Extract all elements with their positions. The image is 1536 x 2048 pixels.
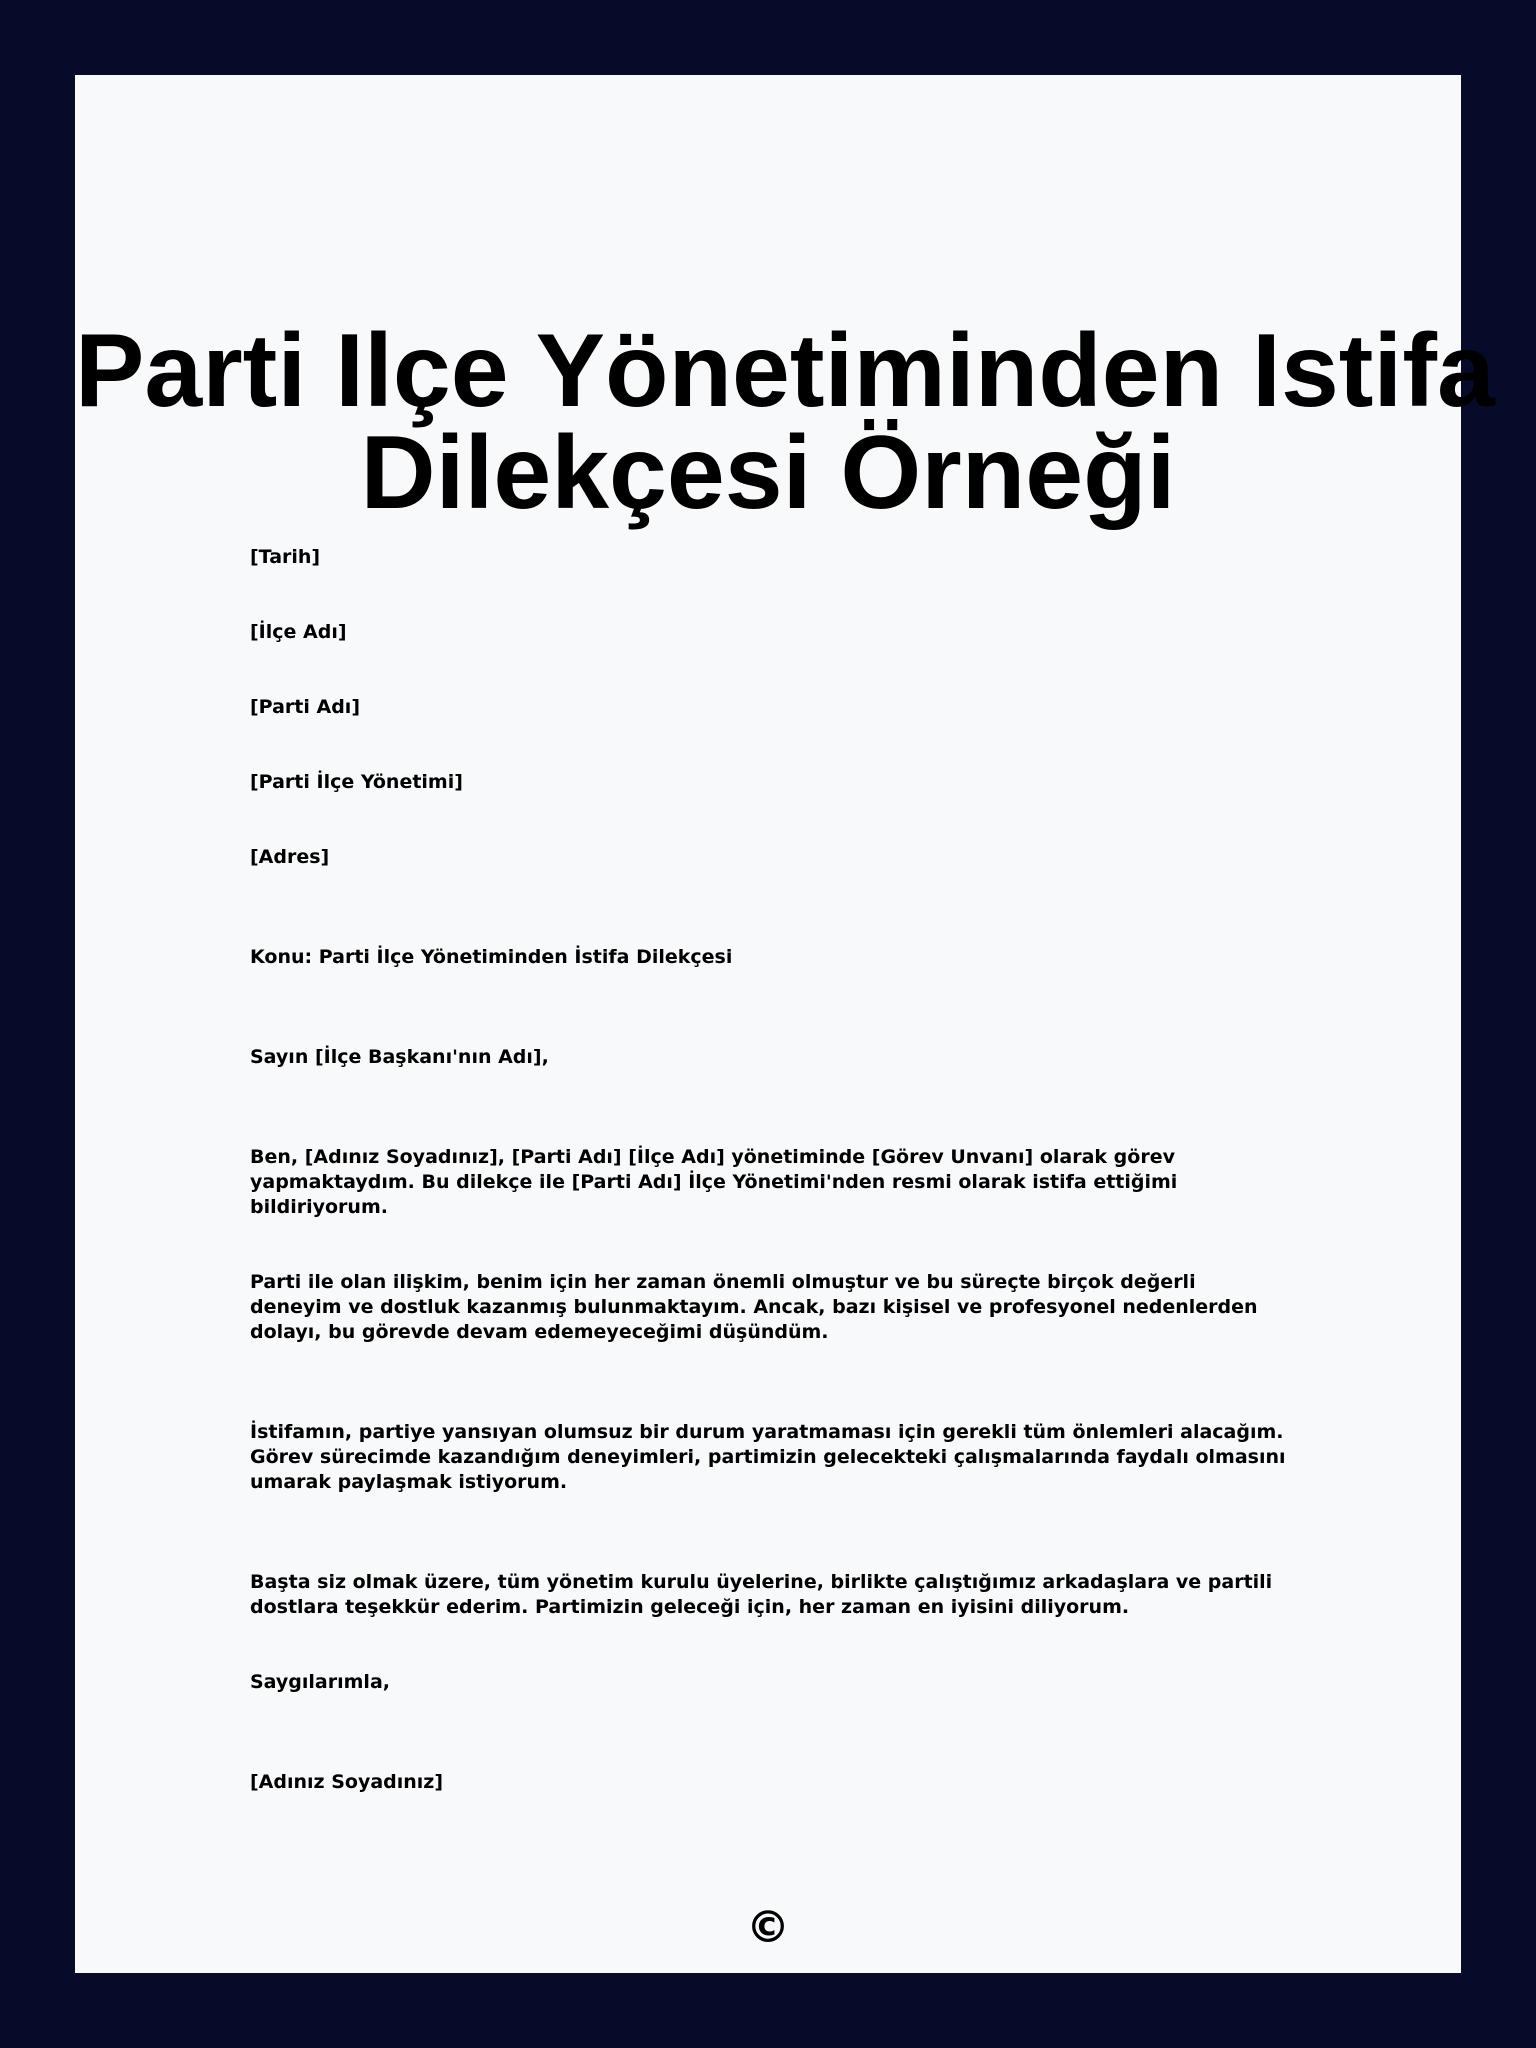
document-page [75, 75, 1495, 1973]
paragraph-4: Başta siz olmak üzere, tüm yönetim kurulu üyelerine, birlikte çalıştığımız arkadaşlara ve partili dostlara teşekkür ederim. Partimizin geleceği için, her zaman en iyisini diliyorum. [250, 1571, 1273, 1618]
page-title [75, 313, 1495, 531]
title-line-2: Dilekçesi Örneği [360, 415, 1176, 531]
closing: Saygılarımla, [250, 1671, 390, 1693]
paragraph-1: Ben, [Adınız Soyadınız], [Parti Adı] [İlçe Adı] yönetiminde [Görev Unvanı] olarak görev yapmaktaydım. Bu dilekçe ile [Parti Adı] İlçe Yönetimi'nden resmi olarak istifa ettiğimi bildiriyorum. [250, 1146, 1178, 1218]
title-line-1: Parti Ilçe Yönetiminden Istifa [75, 313, 1495, 429]
paragraph-3: İstifamın, partiye yansıyan olumsuz bir durum yaratmaması için gerekli tüm önlemleri alacağım. Görev sürecimde kazandığım deneyimleri, partimizin gelecekteki çalışmalarında faydalı olmasını umarak paylaşmak istiyorum. [250, 1421, 1286, 1493]
address-field: [Adres] [250, 846, 330, 868]
party-field: [Parti Adı] [250, 696, 361, 718]
paragraph-2: Parti ile olan ilişkim, benim için her zaman önemli olmuştur ve bu süreçte birçok değerli deneyim ve dostluk kazanmış bulunmaktayım. Ancak, bazı kişisel ve profesyonel nedenlerden dolayı, bu görevde devam edemeyeceğimi düşündüm. [250, 1271, 1258, 1343]
subject-line: Konu: Parti İlçe Yönetiminden İstifa Dilekçesi [250, 946, 733, 968]
salutation: Sayın [İlçe Başkanı'nın Adı], [250, 1046, 549, 1068]
copyright-icon: © [746, 1902, 790, 1953]
party-district-board-field: [Parti İlçe Yönetimi] [250, 771, 463, 793]
date-field: [Tarih] [250, 546, 321, 568]
signature: [Adınız Soyadınız] [250, 1771, 444, 1793]
district-field: [İlçe Adı] [250, 621, 347, 643]
